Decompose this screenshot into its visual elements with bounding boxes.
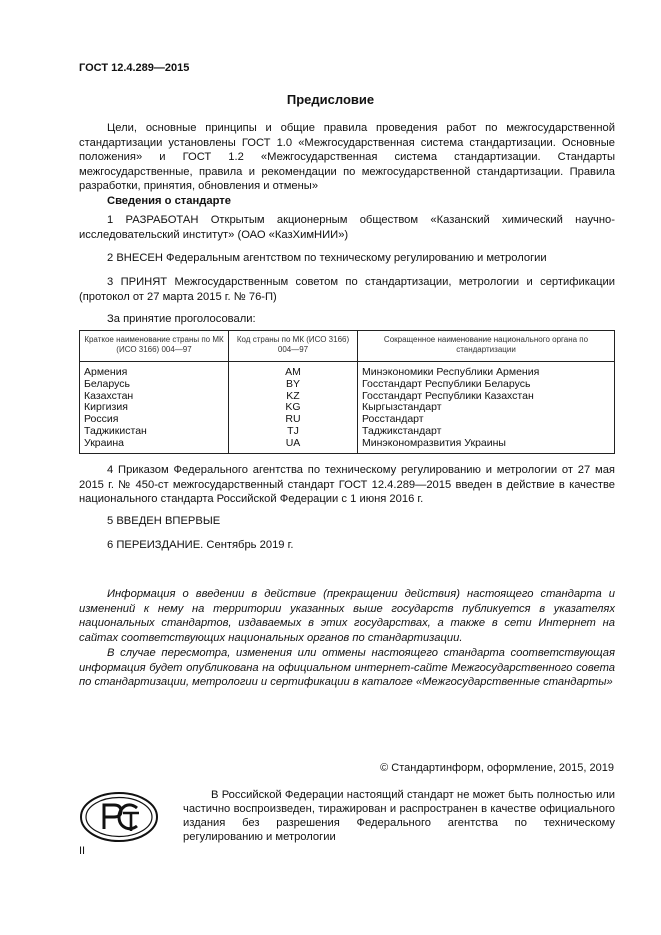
table-body — [80, 362, 615, 454]
reproduction-notice: В Российской Федерации настоящий стандарт не может быть полностью или частично воспроизведен, тиражирован и распространен в качестве официального издания без разрешения Федерального агентства по техническому регулированию и метрологии — [183, 789, 615, 843]
info-paragraph-1: Информация о введении в действие (прекращении действия) настоящего стандарта и изменений к нему на территории указанных выше государств публикуется в указателях национальных стандартов, издаваемых в этих государствах, а также в сети Интернет на сайтах соответствующих национальных органов по стандартизации. — [79, 588, 615, 644]
code-cell: UA — [229, 438, 358, 453]
table-row — [80, 379, 615, 391]
section-heading: Сведения о стандарте — [107, 195, 231, 207]
info-paragraph-2: В случае пересмотра, изменения или отмены настоящего стандарта соответствующая информация будет опубликована на официальном интернет-сайте Межгосударственного совета по стандартизации, метрологии и сертификации в каталоге «Межгосударственные стандарты» — [79, 647, 615, 689]
voted-label: За принятие проголосовали: — [107, 313, 256, 325]
item-enacted: 4 Приказом Федерального агентства по техническому регулированию и метрологии от 27 мая 2015 г. № 450-ст межгосударственный стандарт ГОСТ 12.4.289—2015 введен в действие в качестве национального стандарта Российской Федерации с 1 июня 2016 г. — [79, 464, 615, 506]
country-cell: Армения — [80, 362, 229, 379]
intro-paragraph: Цели, основные принципы и общие правила проведения работ по межгосударственной стандартизации установлены ГОСТ 1.0 «Межгосударственная система стандартизации. Основные положения» и ГОСТ 1.2 «Межгосударственная система стандартизации. Стандарты межгосударственные, правила и рекомендации по межгосударственной стандартизации. Правила разработки, принятия, обновления и отмены» — [79, 122, 615, 193]
body-cell: Таджикстандарт — [358, 426, 615, 438]
table-row — [80, 426, 615, 438]
table-header-body: Сокращенное наименование национального органа по стандартизации — [358, 331, 615, 362]
table-header-code: Код страны по МК (ИСО 3166) 004—97 — [229, 331, 358, 362]
code-cell: BY — [229, 379, 358, 391]
country-cell: Украина — [80, 438, 229, 453]
table-row — [80, 402, 615, 414]
item-developed: 1 РАЗРАБОТАН Открытым акционерным обществом «Казанский химический научно-исследовательский институт» (ОАО «КазХимНИИ») — [79, 214, 615, 241]
body-cell: Росстандарт — [358, 414, 615, 426]
body-cell: Госстандарт Республики Казахстан — [358, 391, 615, 403]
item-adopted: 3 ПРИНЯТ Межгосударственным советом по стандартизации, метрологии и сертификации (протокол от 27 марта 2015 г. № 76-П) — [79, 276, 615, 303]
code-cell: TJ — [229, 426, 358, 438]
table-row — [80, 391, 615, 403]
item-submitted: 2 ВНЕСЕН Федеральным агентством по техническому регулированию и метрологии — [107, 252, 547, 264]
code-cell: RU — [229, 414, 358, 426]
code-cell: KG — [229, 402, 358, 414]
body-cell: Кыргызстандарт — [358, 402, 615, 414]
table-header-row — [80, 331, 615, 362]
table-row — [80, 438, 615, 453]
voting-states-table — [79, 330, 615, 454]
page-title: Предисловие — [286, 92, 375, 107]
copyright-line: © Стандартинформ, оформление, 2015, 2019 — [380, 762, 614, 774]
country-cell: Россия — [80, 414, 229, 426]
code-cell: KZ — [229, 391, 358, 403]
country-cell: Таджикистан — [80, 426, 229, 438]
table-header-country: Краткое наименование страны по МК (ИСО 3166) 004—97 — [80, 331, 229, 362]
rst-logo-icon — [79, 791, 159, 843]
page-number: II — [79, 845, 86, 857]
body-cell: Минэкономразвития Украины — [358, 438, 615, 453]
body-cell: Госстандарт Республики Беларусь — [358, 379, 615, 391]
table-row — [80, 414, 615, 426]
country-cell: Беларусь — [80, 379, 229, 391]
item-introduced-first: 5 ВВЕДЕН ВПЕРВЫЕ — [107, 515, 221, 527]
document-code: ГОСТ 12.4.289—2015 — [79, 62, 190, 74]
code-cell: AM — [229, 362, 358, 379]
table-row — [80, 362, 615, 379]
country-cell: Казахстан — [80, 391, 229, 403]
item-reissue: 6 ПЕРЕИЗДАНИЕ. Сентябрь 2019 г. — [107, 539, 294, 551]
country-cell: Киргизия — [80, 402, 229, 414]
body-cell: Минэкономики Республики Армения — [358, 362, 615, 379]
